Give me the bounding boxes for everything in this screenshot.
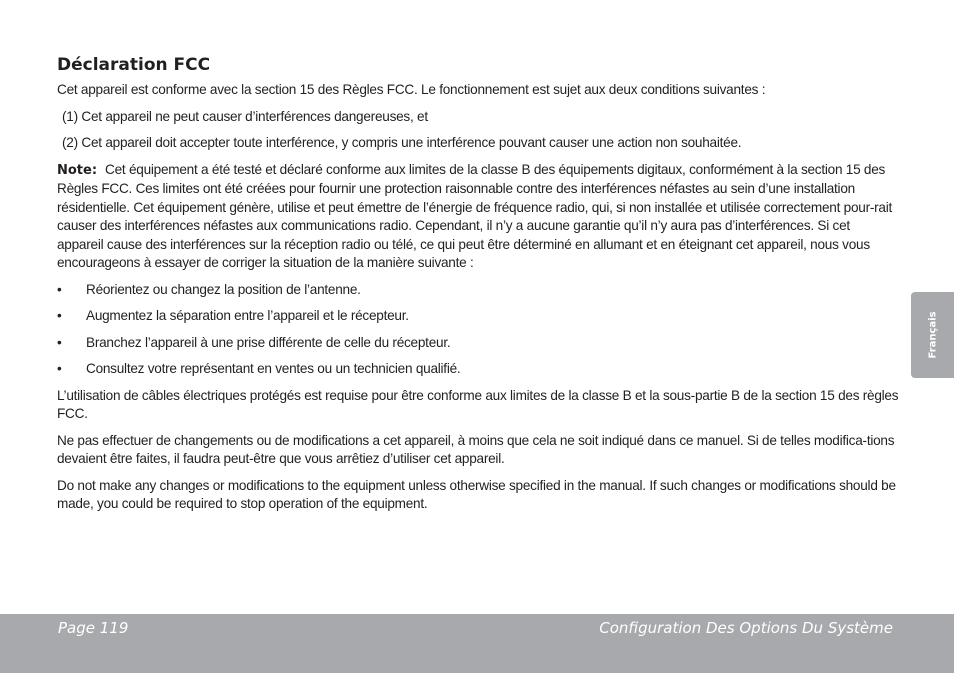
- language-tab: [911, 292, 954, 378]
- shielded-cables-paragraph: L’utilisation de câbles électriques protégés est requise pour être conforme aux limites de la classe B et la sous-partie B de la section 15 des règles FCC.: [57, 387, 899, 421]
- page-footer: [0, 614, 954, 673]
- section-title: Configuration Des Options Du Système: [599, 619, 893, 637]
- bullet-icon: •: [57, 281, 62, 297]
- condition-1: (1) Cet appareil ne peut causer d’interférences dangereuses, et: [62, 108, 428, 124]
- bullet-list: [57, 281, 899, 379]
- list-item-text: Réorientez ou changez la position de l’antenne.: [86, 281, 361, 297]
- list-item: [57, 307, 899, 326]
- modifications-paragraph-fr: Ne pas effectuer de changements ou de modifications a cet appareil, à moins que cela ne soit indiqué dans ce manuel. Si de telles modifica-tions devaient être faites, il faudra peut-être que vous arrêtiez d’utiliser cet appareil.: [57, 432, 895, 466]
- list-item: [57, 281, 899, 300]
- bullet-icon: •: [57, 334, 62, 350]
- list-item-text: Augmentez la séparation entre l’appareil et le récepteur.: [86, 308, 409, 323]
- list-item: [57, 334, 899, 353]
- list-item-text: Consultez votre représentant en ventes ou un technicien qualifié.: [86, 361, 461, 376]
- note-paragraph: [57, 161, 899, 273]
- page-heading: Déclaration FCC: [57, 55, 211, 75]
- note-text: Cet équipement a été testé et déclaré conforme aux limites de la classe B des équipements digitaux, conformément à la section 15 des Règles FCC. Ces limites ont été créées pour fournir une protection raisonnable contre des interférences néfastes au sein d’une installation résidentielle. Cet équipement génère, utilise et peut émettre de l’énergie de fréquence radio, qui, si non installée et utilisée correctement pour-rait causer des interférences néfastes aux communications radio. Cependant, il n’y a aucune garantie qu’il n’y aura pas d’interférences. Si cet appareil cause des interférences sur la réception radio ou télé, ce qui peut être déterminé en allumant et en éteignant cet appareil, nous vous encourageons à essayer de corriger la situation de la manière suivante :: [57, 161, 893, 270]
- note-label: Note:: [57, 162, 98, 178]
- page-number: Page 119: [58, 619, 129, 637]
- bullet-icon: •: [57, 308, 62, 323]
- modifications-paragraph-en: Do not make any changes or modifications to the equipment unless otherwise specified in the manual. If such changes or modifications should be made, you could be required to stop operation of the equipment.: [57, 477, 896, 511]
- language-tab-label: Français: [927, 311, 938, 359]
- intro-paragraph: Cet appareil est conforme avec la section 15 des Règles FCC. Le fonctionnement est sujet aux deux conditions suivantes :: [57, 82, 766, 97]
- document-body: [57, 54, 899, 522]
- bullet-icon: •: [57, 361, 62, 376]
- list-item: [57, 360, 899, 379]
- list-item-text: Branchez l’appareil à une prise différente de celle du récepteur.: [86, 334, 451, 350]
- condition-2: (2) Cet appareil doit accepter toute interférence, y compris une interférence pouvant causer une action non souhaitée.: [62, 135, 742, 150]
